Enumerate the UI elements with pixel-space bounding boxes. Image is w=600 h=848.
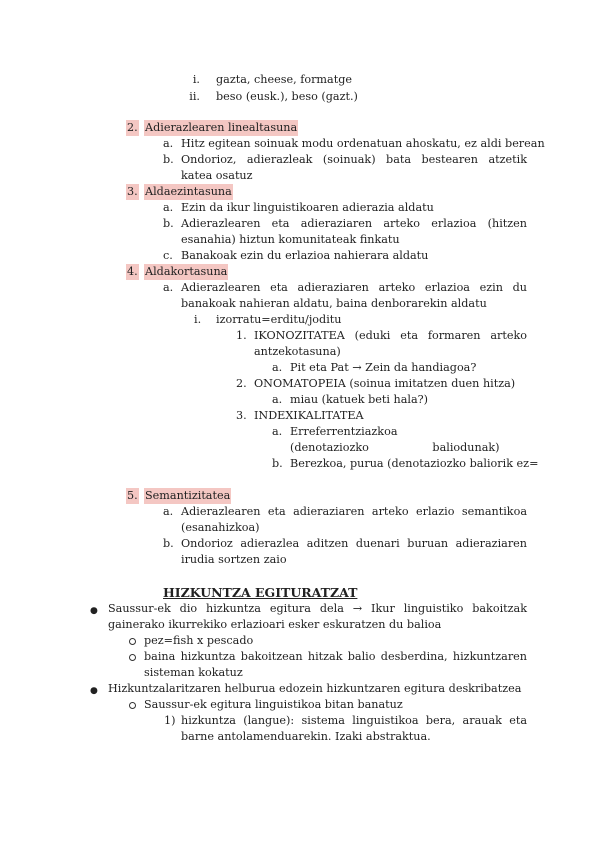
list-marker: b.: [163, 537, 174, 550]
list-marker: c.: [163, 249, 173, 262]
list-item: Ondorioz, adierazleak (soinuak) bata bestearen atzetik katea osatuz: [181, 153, 527, 182]
list-item: Ezin da ikur linguistikoaren adierazia aldatu: [181, 201, 434, 214]
section-number: 2.: [127, 121, 138, 134]
list-item: Hitz egitean soinuak modu ordenatuan ahoskatu, ez aldi berean: [181, 137, 545, 150]
list-marker: a.: [163, 201, 174, 214]
list-item: Erreferrentziazkoa (denotaziozko baliodunak): [290, 425, 500, 454]
list-item: gazta, cheese, formatge: [216, 73, 352, 86]
list-item: Ondorioz adierazlea aditzen duenari buruan adieraziaren irudia sortzen zaio: [181, 537, 527, 566]
circle-bullet-icon: [129, 702, 136, 709]
bullet-icon: ●: [90, 686, 98, 696]
list-marker: 1): [164, 714, 176, 727]
list-item: Adierazlearen eta adieraziaren arteko erlazio semantikoa (esanahizkoa): [181, 505, 527, 534]
list-marker: a.: [163, 505, 174, 518]
list-marker: 3.: [236, 409, 247, 422]
list-marker: a.: [163, 281, 174, 294]
list-marker: b.: [272, 457, 283, 470]
list-item: Banakoak ezin du erlazioa nahierara aldatu: [181, 249, 429, 262]
bullet-icon: ●: [90, 606, 98, 616]
list-marker: ii.: [189, 90, 200, 103]
list-item: izorratu=erditu/joditu: [216, 313, 342, 326]
list-item: hizkuntza (langue): sistema linguistikoa bera, arauak eta barne antolamenduarekin. Izaki abstraktua.: [181, 714, 527, 743]
list-marker: b.: [163, 153, 174, 166]
section-number: 5.: [127, 489, 138, 502]
list-marker: a.: [272, 361, 283, 374]
section-heading: Adierazlearen linealtasuna: [145, 121, 298, 134]
section-heading: Aldaezintasuna: [145, 185, 232, 198]
section-heading: Aldakortasuna: [145, 265, 228, 278]
list-item: miau (katuek beti hala?): [290, 393, 428, 406]
list-item: INDEXIKALITATEA: [254, 409, 364, 422]
circle-bullet-icon: [129, 638, 136, 645]
list-item: pez=fish x pescado: [144, 634, 254, 647]
list-item: baina hizkuntza bakoitzean hitzak balio desberdina, hizkuntzaren sisteman kokatuz: [144, 650, 527, 679]
section-title: HIZKUNTZA EGITURATZAT: [163, 585, 358, 600]
list-marker: a.: [272, 393, 283, 406]
list-item: Hizkuntzalaritzaren helburua edozein hizkuntzaren egitura deskribatzea: [108, 682, 522, 695]
list-item: Adierazlearen eta adieraziaren arteko erlazioa ezin du banakoak nahieran aldatu, baina denborarekin aldatu: [181, 281, 527, 310]
section-heading: Semantizitatea: [145, 489, 231, 502]
list-item: Pit eta Pat → Zein da handiagoa?: [290, 361, 477, 374]
list-item: beso (eusk.), beso (gazt.): [216, 90, 358, 103]
list-marker: i.: [194, 313, 202, 326]
list-item: IKONOZITATEA (eduki eta formaren arteko antzekotasuna): [254, 329, 527, 358]
list-marker: a.: [163, 137, 174, 150]
list-marker: a.: [272, 425, 283, 438]
list-item: Berezkoa, purua (denotaziozko baliorik ez=: [290, 457, 539, 470]
list-item: ONOMATOPEIA (soinua imitatzen duen hitza): [254, 377, 516, 390]
list-item: Saussur-ek dio hizkuntza egitura dela → Ikur linguistiko bakoitzak gainerako ikurrekiko erlazioari esker eskuratzen du balioa: [108, 602, 527, 631]
circle-bullet-icon: [129, 654, 136, 661]
section-number: 4.: [127, 265, 138, 278]
list-item: Adierazlearen eta adieraziaren arteko erlazioa (hitzen esanahia) hiztun komunitateak finkatu: [181, 217, 527, 246]
list-marker: 1.: [236, 329, 247, 342]
list-marker: i.: [192, 73, 200, 86]
list-marker: 2.: [236, 377, 247, 390]
list-marker: b.: [163, 217, 174, 230]
list-item: Saussur-ek egitura linguistikoa bitan banatuz: [144, 698, 403, 711]
section-number: 3.: [127, 185, 138, 198]
